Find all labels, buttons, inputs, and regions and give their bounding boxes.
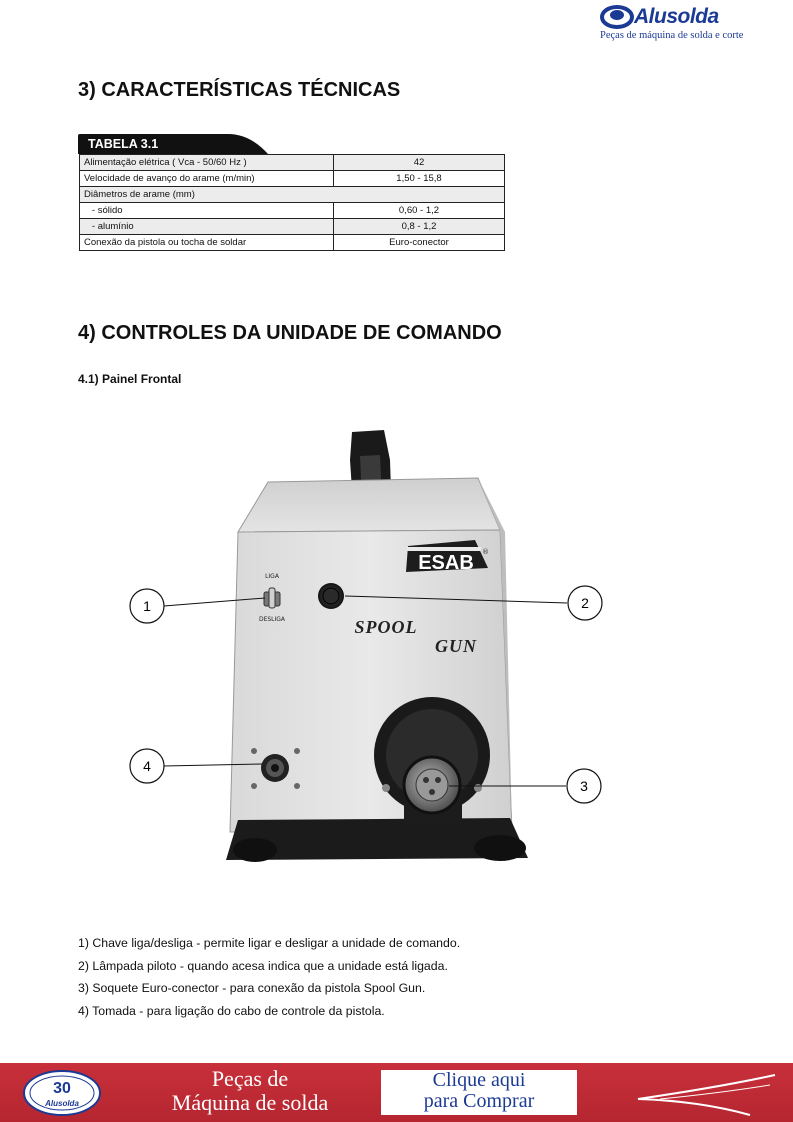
arrow-left-icon: [630, 1071, 780, 1117]
product-name-line1: SPOOL: [354, 617, 418, 637]
table-row: [80, 203, 505, 219]
brand-tagline: Peças de máquina de solda e corte: [600, 30, 744, 41]
callout-1: [130, 589, 164, 623]
callout-3-number: 3: [580, 778, 588, 794]
callout-2: [568, 586, 602, 620]
list-item: 3) Soquete Euro-conector - para conexão da pistola Spool Gun.: [78, 981, 426, 995]
table-cell-label: Conexão da pistola ou tocha de soldar: [80, 235, 334, 251]
brand-logo: [598, 2, 788, 46]
banner-text-line1: Peças de: [211, 1066, 289, 1091]
table-cell-value: 42: [334, 155, 505, 171]
callout-2-number: 2: [581, 595, 589, 611]
callout-4: [130, 749, 164, 783]
switch-on-label: LIGA: [265, 573, 279, 580]
table-cell-value: 0,60 - 1,2: [334, 203, 505, 219]
callout-4-number: 4: [143, 758, 151, 774]
svg-text:®: ®: [482, 548, 489, 556]
table-row: [80, 171, 505, 187]
section-4-1-subheading: 4.1) Painel Frontal: [78, 372, 182, 386]
table-row: [80, 187, 505, 203]
table-cell-label: Alimentação elétrica ( Vca - 50/60 Hz ): [80, 155, 334, 171]
table-row: [80, 219, 505, 235]
logo-swoosh-icon: [600, 4, 634, 30]
buy-button-line1: Clique aqui: [432, 1069, 526, 1091]
seal-number: 30: [53, 1080, 71, 1097]
table-row: [80, 235, 505, 251]
table-cell-label: - alumínio: [80, 219, 334, 235]
table-title: TABELA 3.1: [88, 137, 159, 151]
table-row: [80, 155, 505, 171]
list-item: 4) Tomada - para ligação do cabo de controle da pistola.: [78, 1003, 385, 1018]
seal-brand: Alusolda: [45, 1099, 79, 1108]
list-item: 1) Chave liga/desliga - permite ligar e desligar a unidade de comando.: [78, 936, 461, 950]
front-panel-figure: [0, 420, 793, 880]
list-item: 2) Lâmpada piloto - quando acesa indica que a unidade está ligada.: [78, 958, 448, 973]
brand-name: Alusolda: [634, 5, 719, 28]
table-cell-label: Diâmetros de arame (mm): [80, 187, 505, 203]
footer-banner[interactable]: [0, 1063, 793, 1122]
switch-off-label: DESLIGA: [258, 616, 286, 623]
cabinet-top: [238, 478, 500, 532]
banner-text-line2: Máquina de solda: [171, 1090, 329, 1115]
spec-table: [79, 154, 505, 251]
section-4-heading: 4) CONTROLES DA UNIDADE DE COMANDO: [78, 322, 502, 344]
table-cell-label: Velocidade de avanço do arame (m/min): [80, 171, 334, 187]
table-cell-value: 0,8 - 1,2: [334, 219, 505, 235]
table-cell-value: Euro-conector: [334, 235, 505, 251]
table-cell-value: 1,50 - 15,8: [334, 171, 505, 187]
callout-3: [567, 769, 601, 803]
esab-logo-text: ESAB: [418, 552, 474, 574]
product-name-line2: GUN: [435, 636, 477, 656]
table-cell-label: - sólido: [80, 203, 334, 219]
cabinet-base: [226, 818, 528, 862]
anniversary-seal-icon: [22, 1069, 102, 1117]
callout-1-number: 1: [143, 598, 151, 614]
buy-button-line2: para Comprar: [423, 1090, 535, 1112]
pilot-lamp: [318, 583, 344, 609]
description-list: [78, 935, 460, 1025]
buy-button[interactable]: [381, 1070, 577, 1115]
section-3-heading: 3) CARACTERÍSTICAS TÉCNICAS: [78, 79, 401, 101]
banner-text: [130, 1067, 370, 1115]
